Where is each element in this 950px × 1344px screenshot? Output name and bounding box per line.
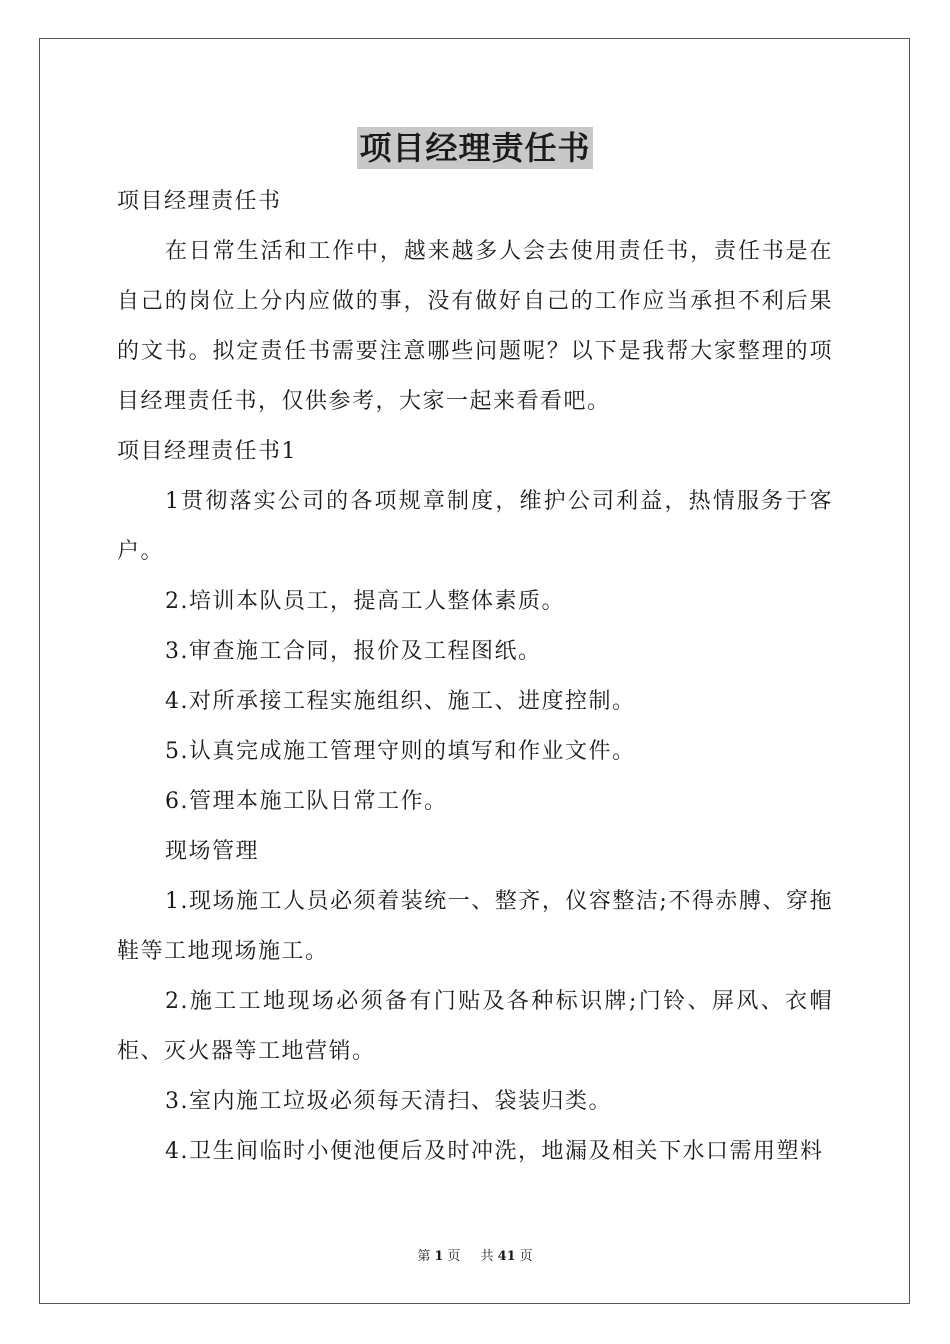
site-heading: 现场管理 [165, 839, 260, 864]
document-subtitle: 项目经理责任书 [117, 189, 282, 214]
page-number: 1 [434, 1249, 444, 1264]
intro-paragraph: 在日常生活和工作中，越来越多人会去使用责任书，责任书是在自己的岗位上分内应做的事，没有做好自己的工作应当承担不利后果的文书。拟定责任书需要注意哪些问题呢？以下是我帮大家整理的项目经理责任书，仅供参考，大家一起来看看吧。 [117, 239, 833, 414]
document-body [117, 177, 833, 1177]
list-item: 3.室内施工垃圾必须每天清扫、袋装归类。 [165, 1089, 612, 1114]
total-indicator [477, 1249, 537, 1264]
total-suffix: 页 [519, 1249, 533, 1264]
list-item: 5.认真完成施工管理守则的填写和作业文件。 [165, 739, 636, 764]
list-item: 2.施工工地现场必须备有门贴及各种标识牌;门铃、屏风、衣帽柜、灭火器等工地营销。 [117, 989, 833, 1064]
list-item: 2.培训本队员工，提高工人整体素质。 [165, 589, 565, 614]
list-item: 1贯彻落实公司的各项规章制度，维护公司利益，热情服务于客户。 [117, 489, 833, 564]
total-prefix: 共 [480, 1249, 494, 1264]
page-footer [0, 1245, 950, 1264]
page-indicator [413, 1249, 464, 1264]
total-pages: 41 [497, 1249, 516, 1264]
section-heading: 项目经理责任书1 [117, 439, 297, 464]
list-item: 1.现场施工人员必须着装统一、整齐，仪容整洁;不得赤膊、穿拖鞋等工地现场施工。 [117, 889, 833, 964]
list-item: 6.管理本施工队日常工作。 [165, 789, 448, 814]
title-wrap [0, 127, 950, 169]
page-suffix: 页 [447, 1249, 461, 1264]
list-item: 4.卫生间临时小便池便后及时冲洗，地漏及相关下水口需用塑料 [165, 1139, 824, 1164]
page-prefix: 第 [417, 1249, 431, 1264]
document-title: 项目经理责任书 [359, 129, 591, 167]
list-item: 4.对所承接工程实施组织、施工、进度控制。 [165, 689, 636, 714]
list-item: 3.审查施工合同，报价及工程图纸。 [165, 639, 542, 664]
